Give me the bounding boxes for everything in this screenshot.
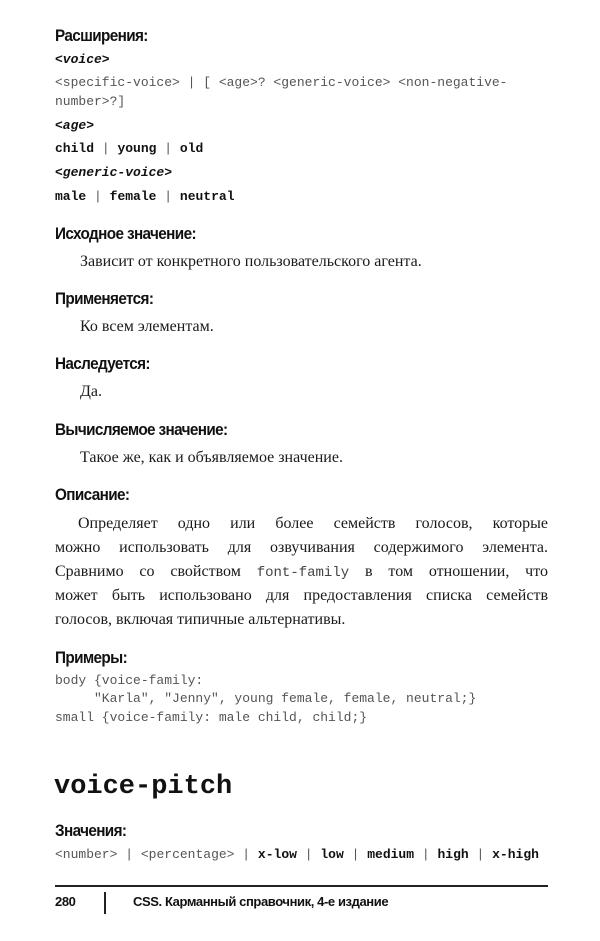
page-number: 280 xyxy=(55,894,76,909)
description-line: может быть использовано для предоставления списка семейств xyxy=(55,587,548,604)
example-code-line2: "Karla", "Jenny", young female, female, neutral;} xyxy=(55,691,477,706)
voice-definition-line1: <specific-voice> | [ <age>? <generic-voice> <non-negative- xyxy=(55,75,508,90)
description-paragraph xyxy=(55,512,548,632)
voice-definition-line2: number>?] xyxy=(55,94,126,109)
description-line: Определяет одно или более семейств голосов, которые xyxy=(78,515,548,532)
extensions-heading: Расширения: xyxy=(55,26,148,45)
footer-divider xyxy=(104,892,106,914)
age-term: <age> xyxy=(55,118,95,133)
age-values: child | young | old xyxy=(55,141,204,156)
generic-voice-term: <generic-voice> xyxy=(55,165,173,180)
inherited-text: Да. xyxy=(80,383,103,400)
computed-heading: Вычисляемое значение: xyxy=(55,420,228,439)
description-heading: Описание: xyxy=(55,485,130,504)
examples-heading: Примеры: xyxy=(55,648,128,667)
inherited-heading: Наследуется: xyxy=(55,354,150,373)
description-line: можно использовать для озвучивания содержимого элемента. xyxy=(55,539,548,556)
footer-rule xyxy=(55,885,548,887)
book-title: CSS. Карманный справочник, 4-е издание xyxy=(133,894,389,909)
values-line: <number> | <percentage> | x-low | low | medium | high | x-high xyxy=(55,847,539,862)
example-code-line1: body {voice-family: xyxy=(55,673,204,688)
generic-voice-values: male | female | neutral xyxy=(55,189,235,204)
initial-heading: Исходное значение: xyxy=(55,224,196,243)
voice-term: <voice> xyxy=(55,52,110,67)
computed-text: Такое же, как и объявляемое значение. xyxy=(80,449,343,466)
section-title: voice-pitch xyxy=(54,772,233,802)
values-heading: Значения: xyxy=(55,821,127,840)
inline-code: font-family xyxy=(256,565,350,581)
example-code-line3: small {voice-family: male child, child;} xyxy=(55,710,368,725)
initial-text: Зависит от конкретного пользовательского агента. xyxy=(80,253,422,270)
description-line: голосов, включая типичные альтернативы. xyxy=(55,611,346,628)
description-line: Сравнимо со свойством font-family в том отношении, что xyxy=(55,563,549,581)
applies-heading: Применяется: xyxy=(55,289,154,308)
applies-text: Ко всем элементам. xyxy=(80,318,214,335)
